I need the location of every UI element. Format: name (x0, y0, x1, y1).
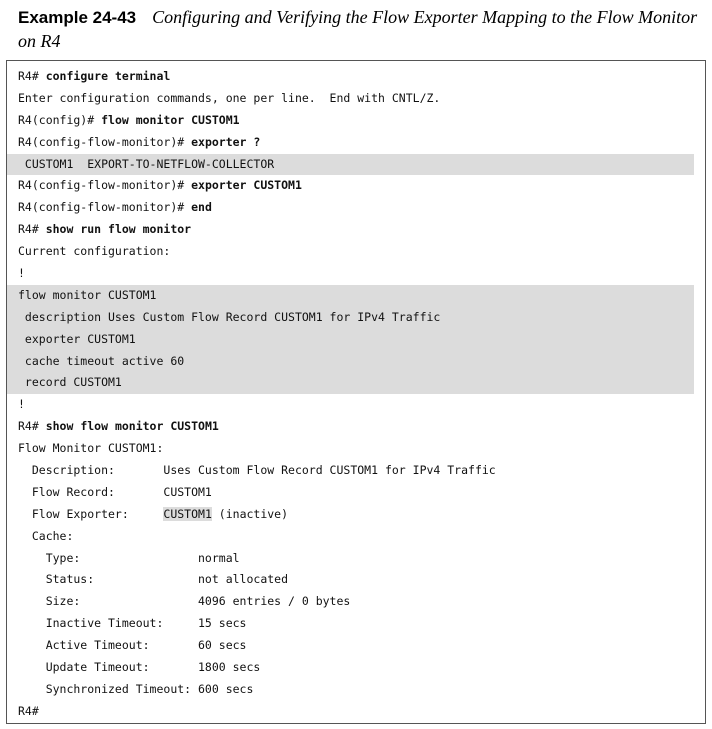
code-listing (7, 66, 705, 723)
code-line-highlighted: description Uses Custom Flow Record CUSTOM1 for IPv4 Traffic (7, 307, 694, 329)
code-line: Cache: (18, 528, 74, 543)
prompt: R4# (18, 69, 46, 83)
prompt: R4(config-flow-monitor)# (18, 134, 192, 149)
code-line (7, 66, 705, 88)
code-line: Active Timeout: 60 secs (18, 638, 247, 653)
code-line (7, 197, 705, 219)
code-line: Type: normal (18, 550, 240, 565)
code-line: ! (18, 266, 25, 281)
prompt: R4(config-flow-monitor)# (18, 200, 192, 215)
example-caption (18, 6, 698, 54)
code-line: Inactive Timeout: 15 secs (18, 616, 247, 631)
code-line (7, 219, 705, 241)
code-line: Current configuration: (18, 244, 171, 259)
command: exporter ? (191, 134, 261, 149)
code-line-highlighted: flow monitor CUSTOM1 (7, 285, 694, 307)
command: flow monitor CUSTOM1 (101, 112, 240, 127)
command: end (191, 200, 212, 215)
code-line (7, 175, 705, 197)
code-line (7, 132, 705, 154)
prompt: R4# (18, 419, 46, 434)
example-title: Configuring and Verifying the Flow Exporter Mapping to the Flow Monitor on R4 (18, 7, 698, 51)
exporter-state: (inactive) (211, 506, 289, 521)
code-line-highlighted: record CUSTOM1 (7, 372, 694, 394)
code-line: Flow Monitor CUSTOM1: (18, 441, 164, 456)
code-listing-box (6, 60, 706, 724)
code-line: Enter configuration commands, one per line. End with CNTL/Z. (18, 90, 441, 105)
command: exporter CUSTOM1 (191, 178, 302, 193)
code-line (7, 504, 705, 526)
code-line-highlighted: CUSTOM1 EXPORT-TO-NETFLOW-COLLECTOR (7, 154, 694, 176)
prompt: R4(config)# (18, 112, 102, 127)
code-line: Update Timeout: 1800 secs (18, 660, 261, 675)
prompt: R4# (18, 222, 46, 237)
code-line: Flow Record: CUSTOM1 (18, 484, 212, 499)
command: show flow monitor CUSTOM1 (45, 419, 219, 434)
example-number: Example 24-43 (18, 8, 137, 27)
code-line (7, 416, 705, 438)
code-line: Status: not allocated (18, 572, 289, 587)
field-label: Flow Exporter: (18, 506, 164, 521)
highlighted-exporter: CUSTOM1 (163, 506, 212, 521)
code-line: R4# (18, 703, 39, 718)
command: configure terminal (45, 69, 171, 83)
prompt: R4(config-flow-monitor)# (18, 178, 192, 193)
code-line: Synchronized Timeout: 600 secs (18, 681, 254, 696)
command: show run flow monitor (45, 222, 192, 237)
code-line: Size: 4096 entries / 0 bytes (18, 594, 351, 609)
code-line: Description: Uses Custom Flow Record CUSTOM1 for IPv4 Traffic (18, 463, 496, 478)
code-line-highlighted: cache timeout active 60 (7, 351, 694, 373)
code-line: ! (18, 397, 25, 412)
code-line (7, 110, 705, 132)
code-line-highlighted: exporter CUSTOM1 (7, 329, 694, 351)
